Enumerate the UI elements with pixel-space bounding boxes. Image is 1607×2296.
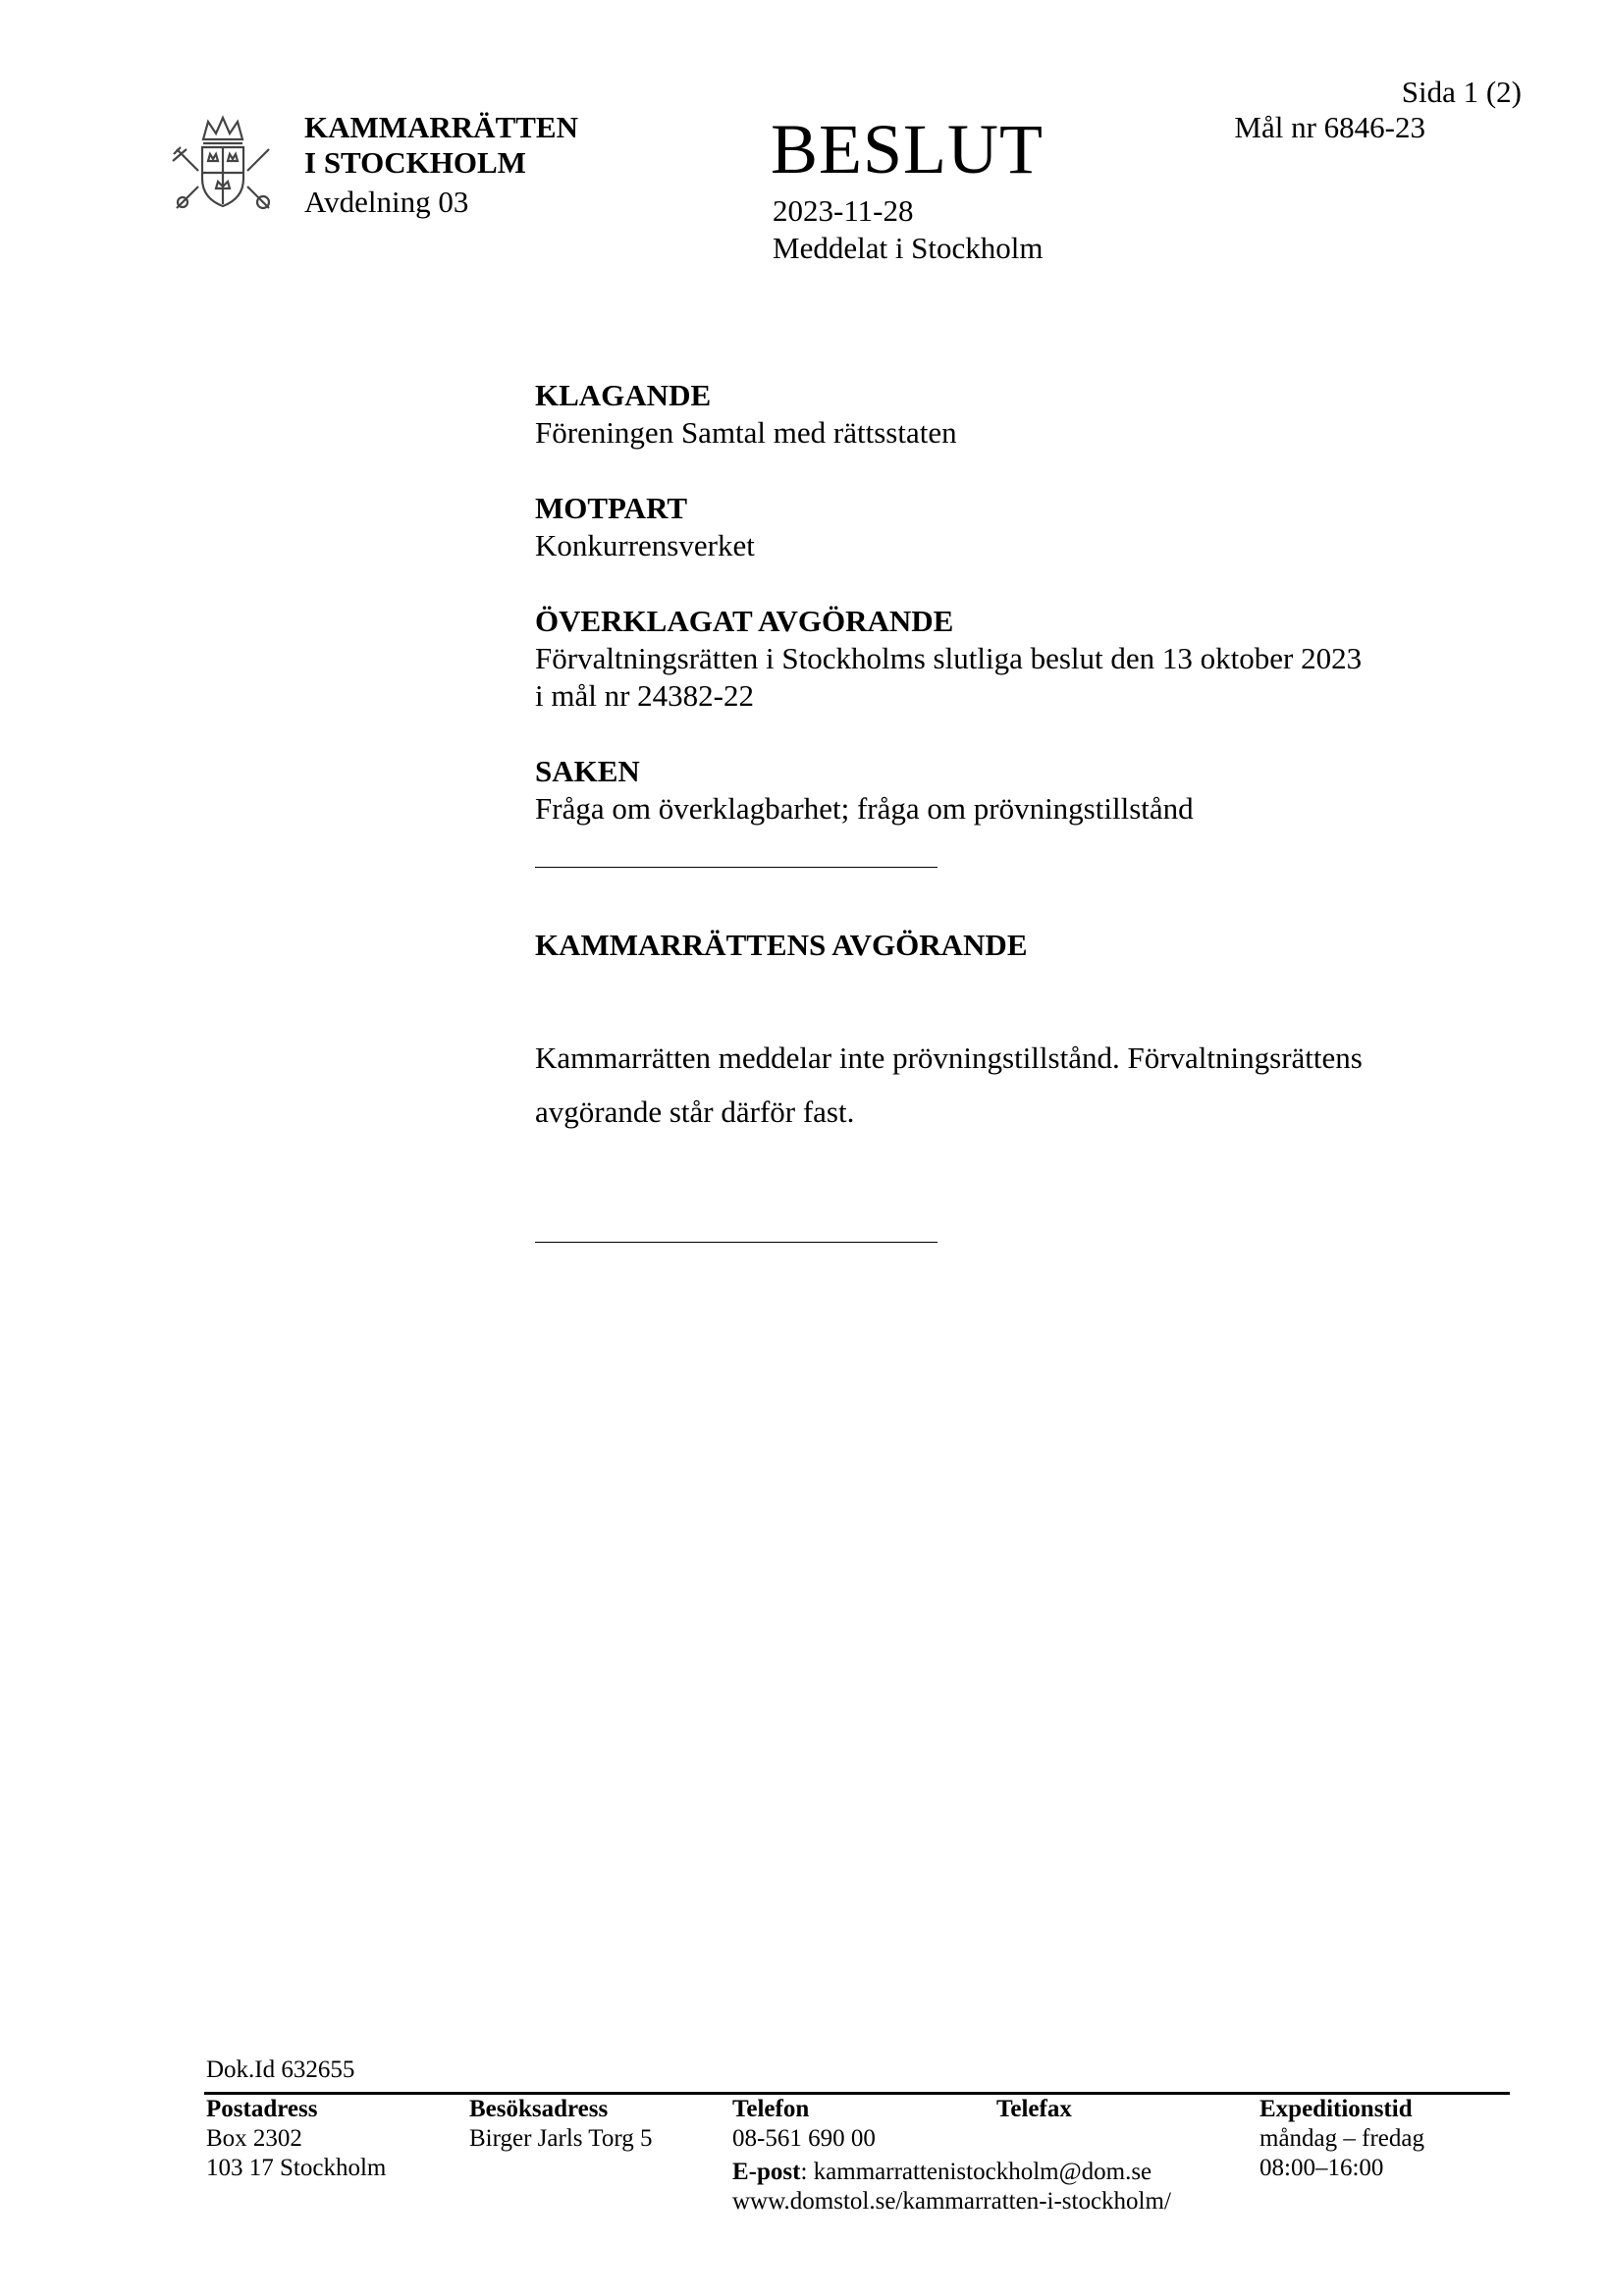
footer-heading: Besöksadress bbox=[469, 2096, 609, 2122]
decision-text bbox=[535, 1031, 1448, 1139]
coat-of-arms-emblem-icon bbox=[169, 110, 277, 218]
footer-line: Box 2302 bbox=[206, 2125, 302, 2152]
decision-place: Meddelat i Stockholm bbox=[773, 231, 1044, 265]
section-overklagat-avgorande bbox=[535, 603, 1448, 715]
section-motpart bbox=[535, 490, 1448, 564]
divider-line bbox=[535, 867, 937, 868]
decision-text-line-1: Kammarrätten meddelar inte prövningstillstånd. Förvaltningsrättens bbox=[535, 1041, 1363, 1075]
decision-text-line-2: avgörande står därför fast. bbox=[535, 1095, 855, 1129]
section-heading: MOTPART bbox=[535, 491, 688, 525]
case-number: Mål nr 6846-23 bbox=[1234, 110, 1425, 144]
section-heading: KLAGANDE bbox=[535, 378, 712, 412]
section-text: Fråga om överklagbarhet; fråga om prövningstillstånd bbox=[535, 791, 1194, 826]
footer-telefax bbox=[996, 2095, 1072, 2124]
footer-line: måndag – fredag bbox=[1259, 2125, 1424, 2152]
footer-heading: Postadress bbox=[206, 2096, 318, 2122]
footer-line: Birger Jarls Torg 5 bbox=[469, 2125, 653, 2152]
section-text: Konkurrensverket bbox=[535, 528, 755, 562]
footer-email-line: E-post: kammarrattenistockholm@dom.se bbox=[732, 2159, 1152, 2185]
page-number: Sida 1 (2) bbox=[1401, 75, 1522, 109]
section-text-line-1: Förvaltningsrätten i Stockholms slutliga beslut den 13 oktober 2023 bbox=[535, 641, 1363, 675]
footer-line: 08-561 690 00 bbox=[732, 2125, 876, 2152]
divider-line bbox=[535, 1242, 937, 1243]
decision-date: 2023-11-28 bbox=[773, 193, 914, 228]
court-name-line-1: KAMMARRÄTTEN bbox=[304, 110, 578, 144]
email-link[interactable]: kammarrattenistockholm@dom.se bbox=[813, 2159, 1152, 2185]
section-saken bbox=[535, 753, 1448, 828]
footer-heading: Expeditionstid bbox=[1259, 2096, 1413, 2122]
division: Avdelning 03 bbox=[304, 185, 469, 219]
court-name bbox=[304, 110, 578, 181]
decision-heading: KAMMARRÄTTENS AVGÖRANDE bbox=[535, 928, 1028, 962]
footer-heading: Telefax bbox=[996, 2096, 1072, 2122]
section-klagande bbox=[535, 377, 1448, 452]
footer-telefon bbox=[732, 2095, 1171, 2216]
court-name-line-2: I STOCKHOLM bbox=[304, 145, 526, 180]
email-label: E-post bbox=[732, 2159, 801, 2185]
section-text-line-2: i mål nr 24382-22 bbox=[535, 678, 754, 713]
document-id: Dok.Id 632655 bbox=[206, 2056, 355, 2083]
decision-date-block bbox=[773, 192, 1044, 267]
website-link[interactable]: www.domstol.se/kammarratten-i-stockholm/ bbox=[732, 2188, 1171, 2215]
footer-line: 103 17 Stockholm bbox=[206, 2155, 387, 2181]
footer-besoksadress bbox=[469, 2095, 652, 2154]
footer-postadress bbox=[206, 2095, 386, 2183]
section-heading: SAKEN bbox=[535, 754, 640, 788]
footer-line: 08:00–16:00 bbox=[1259, 2155, 1384, 2181]
document-type-title: BESLUT bbox=[771, 110, 1045, 188]
footer-heading: Telefon bbox=[732, 2096, 810, 2122]
footer-expeditionstid bbox=[1259, 2095, 1424, 2183]
section-heading: ÖVERKLAGAT AVGÖRANDE bbox=[535, 604, 954, 638]
section-text: Föreningen Samtal med rättsstaten bbox=[535, 415, 957, 450]
